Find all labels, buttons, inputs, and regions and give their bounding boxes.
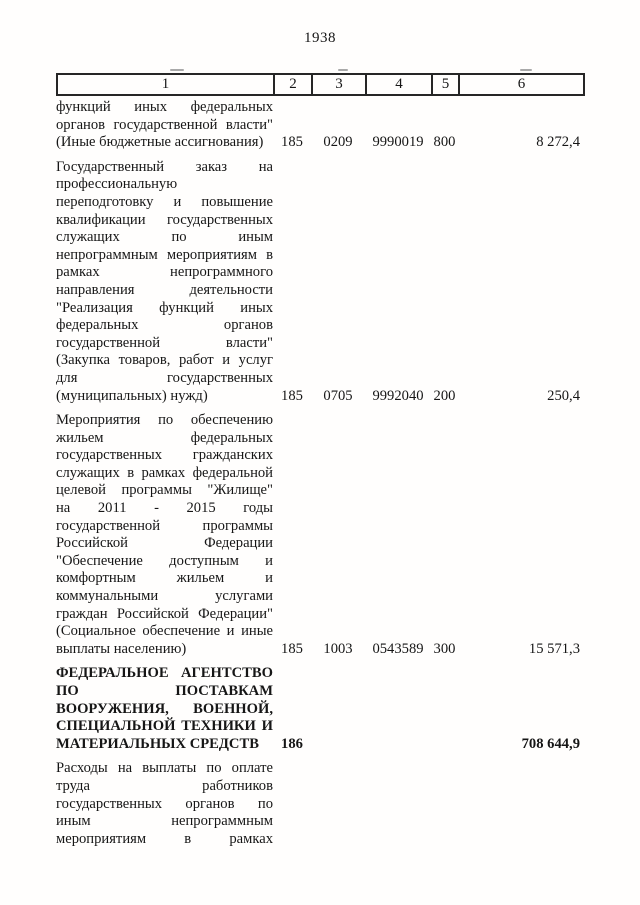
row-title-line: "Обеспечение доступным и — [56, 552, 273, 569]
row-section-code: 0209 — [323, 134, 353, 151]
row-title-line: ПО ПОСТАВКАМ — [56, 683, 273, 699]
row-amount: 15 571,3 — [528, 640, 580, 657]
row-section-code: 0705 — [323, 387, 353, 404]
row-title-line: для государственных — [56, 369, 273, 386]
row-title-line: переподготовку и повышение — [56, 193, 273, 210]
row-title-line: жильем федеральных — [56, 429, 273, 446]
row-target-article-code: 9990019 — [372, 134, 424, 151]
row-title-line: Расходы на выплаты по оплате — [56, 760, 273, 777]
row-section-code: 1003 — [323, 640, 353, 657]
table-header-row — [56, 73, 585, 96]
row-title-line: государственной программы — [56, 517, 273, 534]
header-cell-2: 2 — [273, 75, 311, 94]
row-title-line: рамках непрограммного — [56, 264, 273, 281]
row-title-line: выплаты населению) — [56, 640, 187, 657]
table-row — [56, 412, 585, 658]
row-chapter-code: 185 — [281, 640, 303, 657]
row-title-line: граждан Российской Федерации" — [56, 605, 273, 622]
header-cell-6: 6 — [458, 75, 583, 94]
row-title-line: труда работников — [56, 777, 273, 794]
row-title-line: иным непрограммным — [56, 813, 273, 830]
row-amount: 708 644,9 — [521, 735, 580, 752]
table-row — [56, 665, 585, 753]
row-title-line: Государственный заказ на — [56, 158, 273, 175]
row-title-line: (Закупка товаров, работ и услуг — [56, 352, 273, 369]
row-title-line: функций иных федеральных — [56, 99, 273, 115]
row-title-line: ФЕДЕРАЛЬНОЕ АГЕНТСТВО — [56, 665, 273, 682]
row-title-line: служащих в рамках федеральной — [56, 464, 273, 481]
row-title-line: МАТЕРИАЛЬНЫХ СРЕДСТВ — [56, 735, 259, 752]
header-cell-4: 4 — [365, 75, 431, 94]
row-title-line: государственной власти" — [56, 334, 273, 351]
row-title-line: органов государственной власти" — [56, 116, 273, 133]
row-title — [56, 159, 273, 405]
row-title — [56, 665, 273, 753]
scan-artifact — [170, 69, 184, 71]
header-cell-1: 1 — [161, 76, 170, 92]
scan-artifact — [520, 69, 532, 71]
header-cell-5: 5 — [431, 75, 458, 94]
row-title-line: государственных органов по — [56, 795, 273, 812]
row-title-line: (Иные бюджетные ассигнования) — [56, 134, 264, 151]
row-title-line: Мероприятия по обеспечению — [56, 412, 273, 429]
row-title-line: федеральных органов — [56, 317, 273, 334]
row-title-line: целевой программы "Жилище" — [56, 482, 273, 499]
row-expense-type-code: 200 — [433, 387, 456, 404]
row-title-line: профессиональную — [56, 176, 178, 193]
row-title-line: на 2011 - 2015 годы — [56, 500, 273, 517]
row-title-line: (муниципальных) нужд) — [56, 387, 208, 404]
budget-table — [56, 73, 585, 848]
row-title — [56, 99, 273, 152]
row-title-line: СПЕЦИАЛЬНОЙ ТЕХНИКИ И — [56, 718, 273, 735]
row-title-line: "Реализация функций иных — [56, 299, 273, 316]
row-title-line: непрограммным мероприятиям в — [56, 246, 273, 263]
row-chapter-code: 186 — [281, 735, 303, 752]
page-number: 1938 — [304, 30, 336, 46]
row-target-article-code: 0543589 — [372, 640, 424, 657]
row-expense-type-code: 800 — [433, 134, 456, 151]
row-title-line: государственных гражданских — [56, 447, 273, 464]
row-title-line: служащих по иным — [56, 229, 273, 246]
row-chapter-code: 185 — [281, 387, 303, 404]
row-title-line: комфортным жильем и — [56, 570, 273, 587]
row-amount: 8 272,4 — [536, 134, 580, 151]
row-title-line: мероприятиям в рамках — [56, 830, 273, 847]
table-body — [56, 99, 585, 848]
row-target-article-code: 9992040 — [372, 387, 424, 404]
row-title-line: Российской Федерации — [56, 535, 273, 552]
row-title — [56, 412, 273, 658]
row-title-line: (Социальное обеспечение и иные — [56, 623, 273, 640]
header-cell-3: 3 — [311, 75, 365, 94]
row-title-line: ВООРУЖЕНИЯ, ВОЕННОЙ, — [56, 700, 273, 717]
row-amount: 250,4 — [547, 387, 580, 404]
table-row — [56, 159, 585, 405]
row-title — [56, 760, 273, 848]
row-title-line: направления деятельности — [56, 281, 273, 298]
table-row — [56, 760, 585, 848]
row-title-line: коммунальными услугами — [56, 588, 273, 605]
row-title-line: квалификации государственных — [56, 211, 273, 228]
row-chapter-code: 185 — [281, 134, 303, 151]
table-row — [56, 99, 585, 152]
row-expense-type-code: 300 — [433, 640, 456, 657]
scan-artifact — [338, 69, 348, 71]
